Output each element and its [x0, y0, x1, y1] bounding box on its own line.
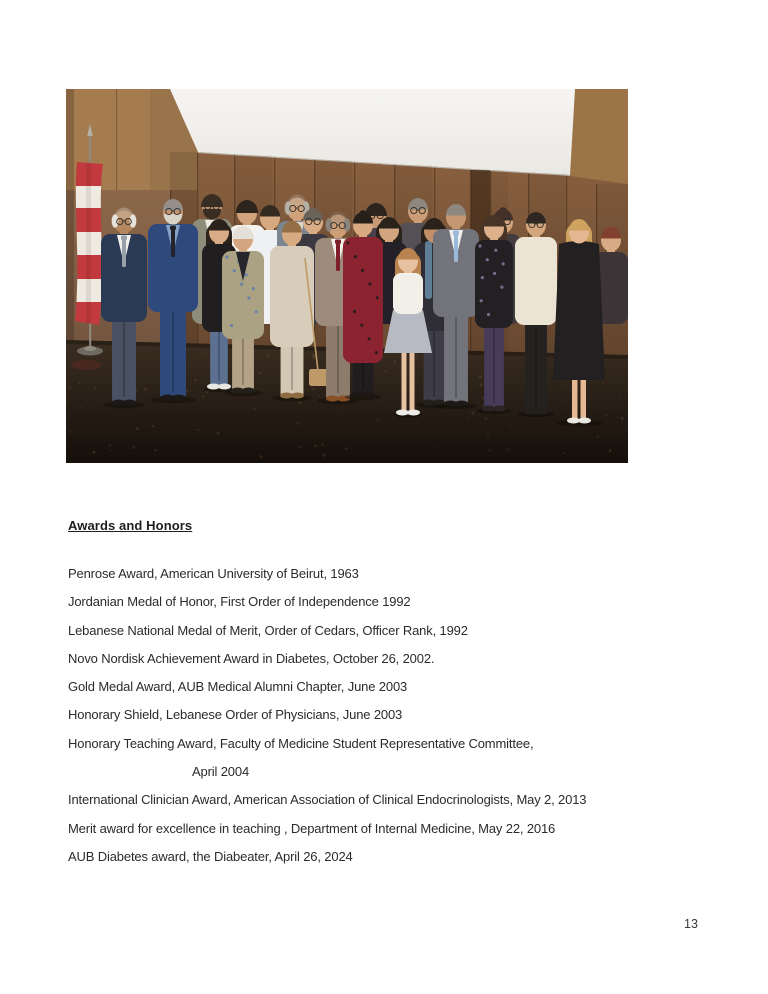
award-line: International Clinician Award, American Association of Clinical Endocrinologists, May 2, 2013 [68, 792, 587, 808]
group-photo [66, 89, 628, 463]
award-line: Honorary Shield, Lebanese Order of Physicians, June 2003 [68, 707, 403, 723]
award-line-continuation: April 2004 [192, 764, 250, 780]
section-heading: Awards and Honors [68, 517, 193, 533]
award-line: Jordanian Medal of Honor, First Order of Independence 1992 [68, 594, 411, 610]
award-line: Lebanese National Medal of Merit, Order of Cedars, Officer Rank, 1992 [68, 622, 468, 638]
group-photo-canvas [66, 89, 628, 463]
award-line: Merit award for excellence in teaching , Department of Internal Medicine, May 22, 2016 [68, 820, 556, 836]
award-line: Gold Medal Award, AUB Medical Alumni Chapter, June 2003 [68, 679, 408, 695]
awards-list [68, 560, 728, 871]
award-line: Penrose Award, American University of Beirut, 1963 [68, 566, 359, 581]
award-line: AUB Diabetes award, the Diabeater, April 26, 2024 [68, 848, 353, 864]
award-line: Honorary Teaching Award, Faculty of Medicine Student Representative Committee, [68, 735, 534, 751]
award-line: Novo Nordisk Achievement Award in Diabetes, October 26, 2002. [68, 650, 435, 666]
page-number: 13 [684, 917, 698, 931]
